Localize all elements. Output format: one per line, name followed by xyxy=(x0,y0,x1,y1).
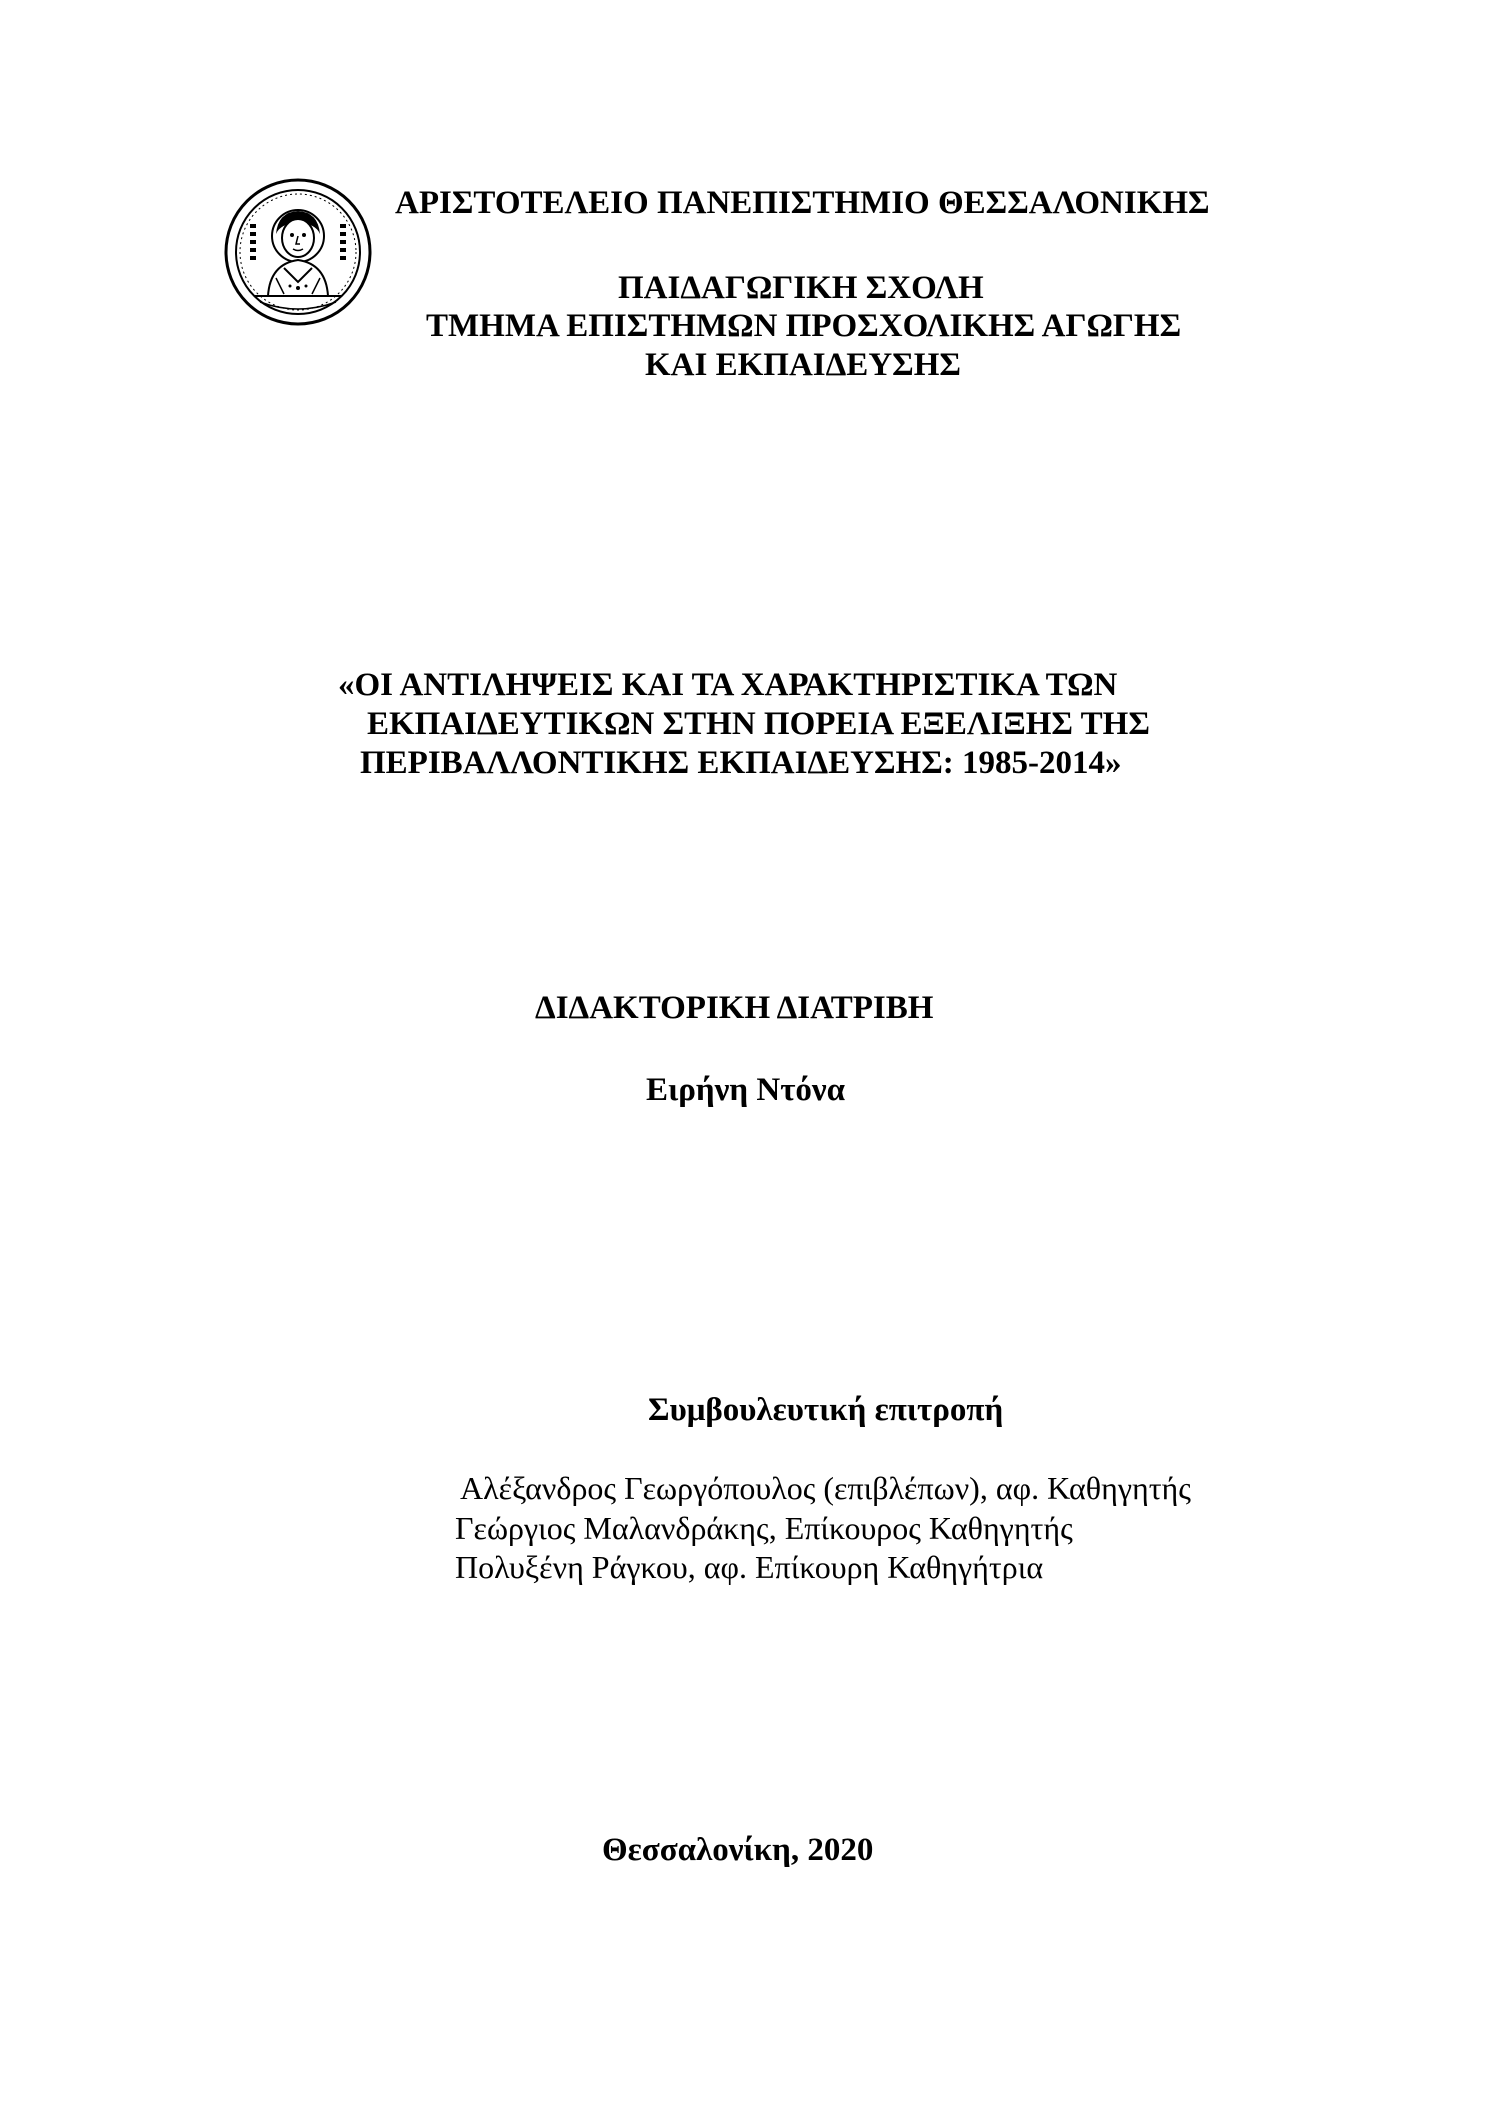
thesis-type: ΔΙΔΑΚΤΟΡΙΚΗ ΔΙΑΤΡΙΒΗ xyxy=(535,990,934,1026)
author-name: Ειρήνη Ντόνα xyxy=(646,1072,846,1108)
thesis-title-line3: ΠΕΡΙΒΑΛΛΟΝΤΙΚΗΣ ΕΚΠΑΙΔΕΥΣΗΣ: 1985-2014» xyxy=(360,745,1122,781)
thesis-title-line2: ΕΚΠΑΙΔΕΥΤΙΚΩΝ ΣΤΗΝ ΠΟΡΕΙΑ ΕΞΕΛΙΞΗΣ ΤΗΣ xyxy=(367,706,1150,742)
thesis-title-line1: «ΟΙ ΑΝΤΙΛΗΨΕΙΣ ΚΑΙ ΤΑ ΧΑΡΑΚΤΗΡΙΣΤΙΚΑ ΤΩΝ xyxy=(338,667,1118,703)
department-name-line1: ΤΜΗΜΑ ΕΠΙΣΤΗΜΩΝ ΠΡΟΣΧΟΛΙΚΗΣ ΑΓΩΓΗΣ xyxy=(426,308,1182,344)
committee-member: Πολυξένη Ράγκου, αφ. Επίκουρη Καθηγήτρια xyxy=(455,1549,1044,1585)
place-and-date: Θεσσαλονίκη, 2020 xyxy=(602,1832,874,1868)
school-name: ΠΑΙΔΑΓΩΓΙΚΗ ΣΧΟΛΗ xyxy=(618,270,984,306)
committee-heading: Συμβουλευτική επιτροπή xyxy=(648,1392,1004,1428)
committee-member: Γεώργιος Μαλανδράκης, Επίκουρος Καθηγητής xyxy=(455,1510,1073,1546)
department-name-line2: ΚΑΙ ΕΚΠΑΙΔΕΥΣΗΣ xyxy=(645,347,961,383)
committee-member: Αλέξανδρος Γεωργόπουλος (επιβλέπων), αφ. Καθηγητής xyxy=(460,1470,1191,1506)
aristotle-university-seal-icon xyxy=(224,178,372,326)
university-name: ΑΡΙΣΤΟΤΕΛΕΙΟ ΠΑΝΕΠΙΣΤΗΜΙΟ ΘΕΣΣΑΛΟΝΙΚΗΣ xyxy=(395,185,1210,221)
